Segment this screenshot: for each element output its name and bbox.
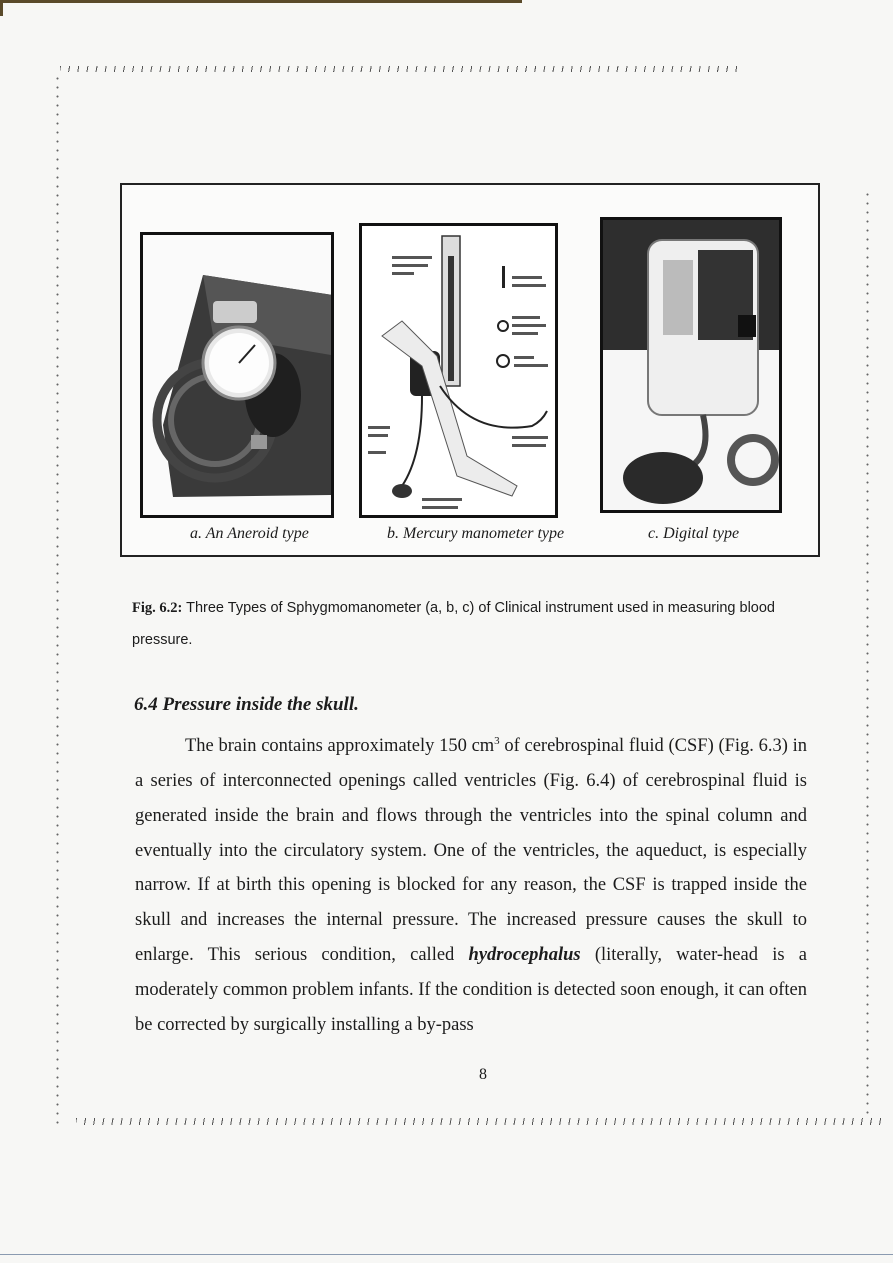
mercury-manometer-diagram — [359, 223, 558, 518]
figure-6-2 — [120, 183, 820, 557]
caption-aneroid: a. An Aneroid type — [190, 525, 309, 542]
caption-digital: c. Digital type — [648, 525, 740, 542]
right-dotted-border — [866, 190, 869, 1120]
bottom-edge-line — [0, 1254, 893, 1255]
body-text-segment: of cerebrospinal fluid (CSF) (Fig. 6.3) in a series of interconnected openings called ventricles (Fig. 6.4) of cerebrospinal fluid is generated inside the brain and flows through the ventricles into the spinal column and eventually into the circulatory system. One of the ventricles, the aqueduct, is especially narrow. If at birth this opening is blocked for any reason, the CSF is trapped inside the skull and increases the internal pressure. The increased pressure causes the skull to enlarge. This serious condition, called — [135, 736, 807, 965]
figure-label: Fig. 6.2: — [132, 600, 183, 616]
section-title: 6.4 Pressure inside the skull. — [134, 694, 359, 715]
top-border-tick — [0, 0, 3, 16]
aneroid-photo — [140, 232, 334, 518]
body-text-segment: The brain contains approximately 150 cm — [185, 736, 495, 757]
body-text-segment: (literally, water-head is a moderately common problem infants. If the condition is detected soon enough, it can often be corrected by surgically installing a by-pass — [135, 944, 807, 1035]
top-dashed-border — [60, 66, 740, 72]
bottom-dashed-border — [76, 1118, 882, 1125]
digital-monitor-photo — [600, 217, 782, 513]
left-dotted-border — [56, 74, 59, 1124]
superscript: 3 — [494, 735, 500, 747]
section-body — [135, 724, 807, 1042]
top-border-rule — [0, 0, 522, 3]
body-paragraph — [135, 724, 807, 1042]
figure-caption-text: Three Types of Sphygmomanometer (a, b, c) of Clinical instrument used in measuring blood pressure. — [132, 600, 775, 648]
term-hydrocephalus: hydrocephalus — [468, 944, 581, 965]
page-number: 8 — [479, 1066, 487, 1083]
figure-caption — [132, 592, 802, 656]
caption-mercury: b. Mercury manometer type — [387, 525, 565, 542]
